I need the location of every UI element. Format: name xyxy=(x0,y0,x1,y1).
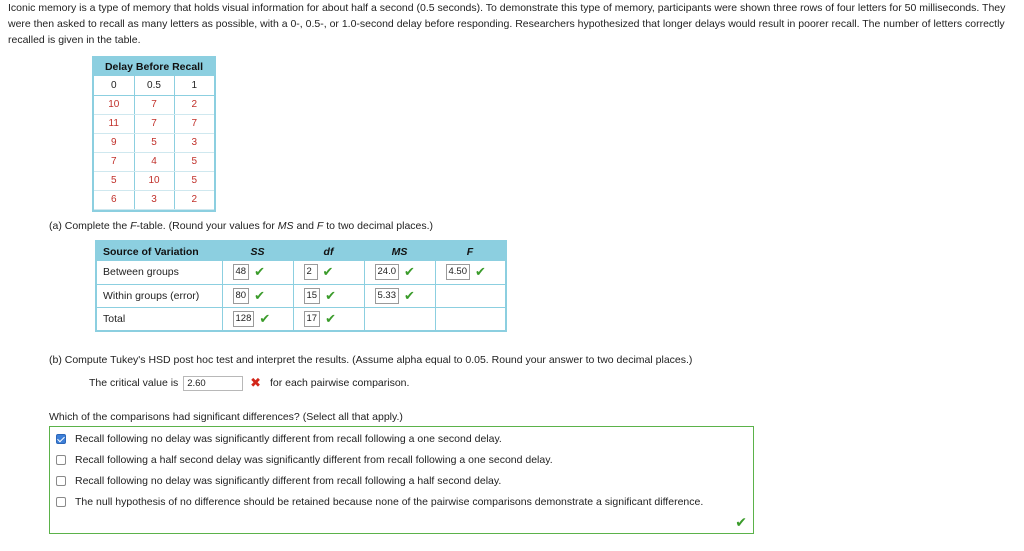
checkbox[interactable] xyxy=(56,455,66,465)
table-cell: 5 xyxy=(174,171,214,190)
check-icon: ✔ xyxy=(254,287,265,303)
empty-cell xyxy=(435,284,505,307)
checkbox[interactable] xyxy=(56,476,66,486)
table-cell: 3 xyxy=(134,190,174,209)
df-within-input[interactable]: 15 xyxy=(304,288,321,304)
check-icon: ✔ xyxy=(254,264,265,280)
f-value-input[interactable]: 4.50 xyxy=(446,264,471,280)
prompt-text: F xyxy=(130,220,137,232)
check-icon: ✔ xyxy=(404,264,415,280)
table-cell: 10 xyxy=(94,95,134,114)
part-b-prompt: (b) Compute Tukey's HSD post hoc test and interpret the results. (Assume alpha equal to 0.05. Round your answer to two decimal places.) xyxy=(49,354,693,366)
critical-suffix: for each pairwise comparison. xyxy=(269,376,410,389)
table-row xyxy=(97,284,505,307)
choice-option[interactable] xyxy=(56,432,502,446)
ss-total-input[interactable]: 128 xyxy=(233,311,255,327)
table-cell: 9 xyxy=(94,133,134,152)
table-row xyxy=(97,307,505,330)
table-row xyxy=(97,261,505,284)
check-icon: ✔ xyxy=(325,310,336,326)
table-row xyxy=(94,152,214,171)
table-row xyxy=(94,171,214,190)
header-f: F xyxy=(466,245,474,258)
header-ms: MS xyxy=(391,245,408,258)
delay-table-title: Delay Before Recall xyxy=(94,58,214,76)
table-cell: 11 xyxy=(94,114,134,133)
table-cell: 7 xyxy=(174,114,214,133)
empty-cell xyxy=(364,307,435,330)
delay-col-0: 0 xyxy=(94,76,134,95)
comparison-question: Which of the comparisons had significant differences? (Select all that apply.) xyxy=(49,411,403,423)
choice-option[interactable] xyxy=(56,495,703,509)
table-row xyxy=(94,114,214,133)
ms-between-input[interactable]: 24.0 xyxy=(375,264,400,280)
table-cell: 4 xyxy=(134,152,174,171)
header-source: Source of Variation xyxy=(97,242,222,261)
check-icon: ✔ xyxy=(259,310,271,326)
table-cell: 6 xyxy=(94,190,134,209)
checkbox[interactable] xyxy=(56,497,66,507)
empty-cell xyxy=(435,307,505,330)
delay-col-0-5: 0.5 xyxy=(134,76,174,95)
table-cell: 5 xyxy=(134,133,174,152)
table-cell: 7 xyxy=(134,114,174,133)
header-ss: SS xyxy=(250,245,265,258)
part-a-prompt xyxy=(49,220,433,232)
table-cell: 5 xyxy=(94,171,134,190)
answer-choices xyxy=(49,426,754,534)
choice-label: Recall following a half second delay was significantly different from recall following a one second delay. xyxy=(75,454,553,466)
choice-label: The null hypothesis of no difference should be retained because none of the pairwise comparisons demonstrate a significant difference. xyxy=(75,496,704,508)
choice-label: Recall following no delay was significantly different from recall following a half second delay. xyxy=(75,475,502,487)
ss-between-input[interactable]: 48 xyxy=(233,264,250,280)
table-cell: 10 xyxy=(134,171,174,190)
prompt-text: and xyxy=(293,220,317,232)
x-icon: ✖ xyxy=(250,375,262,390)
table-row xyxy=(94,133,214,152)
choice-label: Recall following no delay was significantly different from recall following a one second delay. xyxy=(75,433,502,445)
check-icon: ✔ xyxy=(735,514,747,530)
critical-value-input[interactable]: 2.60 xyxy=(183,376,243,391)
prompt-text: (a) Complete the xyxy=(49,220,131,232)
ss-within-input[interactable]: 80 xyxy=(233,288,250,304)
checkbox-checked[interactable] xyxy=(56,434,66,444)
table-cell: 7 xyxy=(134,95,174,114)
header-df: df xyxy=(323,245,334,258)
ms-within-input[interactable]: 5.33 xyxy=(375,288,400,304)
check-icon: ✔ xyxy=(325,287,336,303)
critical-value-line xyxy=(89,375,409,391)
prompt-text: MS xyxy=(277,220,294,232)
check-icon: ✔ xyxy=(322,264,334,280)
source-label: Within groups (error) xyxy=(97,284,222,307)
df-between-input[interactable]: 2 xyxy=(304,264,318,280)
table-cell: 2 xyxy=(174,190,214,209)
table-cell: 5 xyxy=(174,152,214,171)
delay-table xyxy=(92,56,216,212)
problem-intro: Iconic memory is a type of memory that holds visual information for about half a second (0.5 seconds). To demonstrate this type of memory, participants were shown three rows of four letters for 50 milliseconds. They were then asked to recall as many letters as possible, with a 0-, 0.5-, or 1.0-second delay before responding. Researchers hypothesized that longer delays would result in poorer recall. The number of letters correctly recalled is given in the table. xyxy=(8,2,1006,46)
prompt-text: to two decimal places.) xyxy=(323,220,434,232)
delay-col-1: 1 xyxy=(174,76,214,95)
table-cell: 2 xyxy=(174,95,214,114)
source-label: Between groups xyxy=(97,261,222,284)
check-icon: ✔ xyxy=(404,287,415,303)
check-icon: ✔ xyxy=(475,264,486,280)
critical-prefix: The critical value is xyxy=(89,376,179,389)
f-table xyxy=(95,240,507,332)
table-cell: 3 xyxy=(174,133,214,152)
df-total-input[interactable]: 17 xyxy=(304,311,321,327)
table-row xyxy=(94,95,214,114)
source-label: Total xyxy=(97,307,222,330)
table-cell: 7 xyxy=(94,152,134,171)
prompt-text: F xyxy=(316,220,324,232)
table-row xyxy=(94,190,214,209)
choice-option[interactable] xyxy=(56,474,501,488)
choice-option[interactable] xyxy=(56,453,553,467)
prompt-text: -table. (Round your values for xyxy=(136,220,278,232)
